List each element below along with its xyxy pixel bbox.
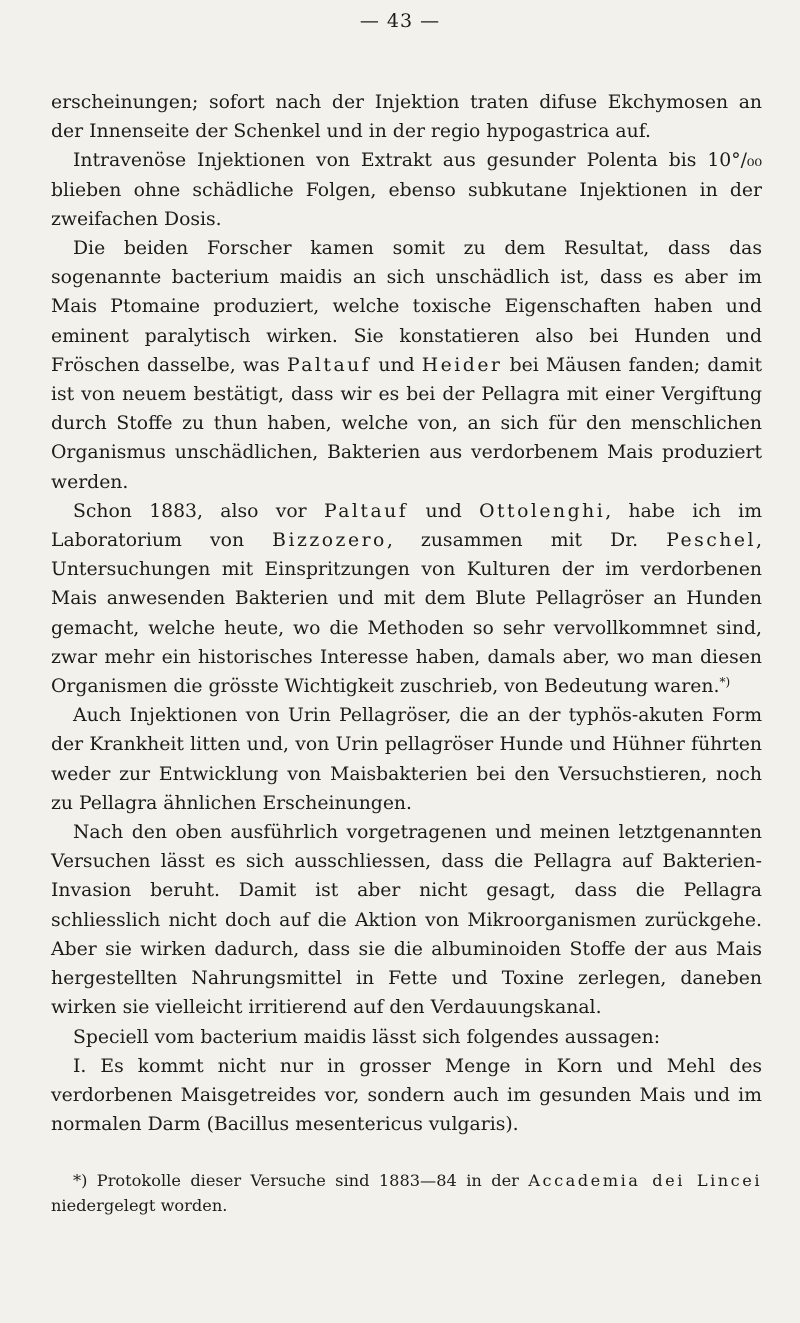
text-run: I. Es kommt nicht nur in grosser Menge in Korn und Mehl des verdorbenen Maisgetreides vor, sondern auch im gesunden Mais und im normalen Darm (Bacillus mesentericus vulgaris). <box>51 1055 762 1136</box>
text-run: und <box>408 500 480 522</box>
spaced-name: Heider <box>421 354 503 376</box>
text-run: Intravenöse Injektionen von Extrakt aus gesunder Polenta bis 10°/₀₀ blieben ohne schädliche Folgen, ebenso subkutane Injektionen in der zweifachen Dosis. <box>51 150 762 230</box>
paragraph <box>51 701 762 818</box>
paragraph <box>51 1023 762 1052</box>
text-run: Auch Injektionen von Urin Pellagröser, die an der typhös-akuten Form der Krankheit litten und, von Urin pellagröser Hunde und Hühner führten weder zur Entwicklung von Maisbakterien bei den Versuchstieren, noch zu Pellagra ähnlichen Erscheinungen. <box>51 705 762 814</box>
spaced-name: Accademia dei Lincei <box>528 1171 762 1190</box>
text-run: , habe ich im Laboratorium von <box>51 500 763 552</box>
paragraph <box>51 146 762 234</box>
body-text <box>51 88 762 1139</box>
text-run: Speciell vom bacterium maidis lässt sich folgendes aussagen: <box>73 1026 661 1048</box>
spaced-name: Peschel <box>666 530 757 552</box>
text-run: Nach den oben ausführlich vorgetragenen und meinen letztgenannten Versuchen lässt es sich ausschliessen, dass die Pellagra auf Bakterien-Invasion beruht. Damit ist aber nicht gesagt, dass die Pellagra schliesslich nicht doch auf die Aktion von Mikroorganismen zurückgehe. Aber sie wirken dadurch, dass sie die albuminoiden Stoffe der aus Mais hergestellten Nahrungsmittel in Fette und Toxine zerlegen, daneben wirken sie vielleicht irritierend auf den Verdauungskanal. <box>51 822 762 1019</box>
text-run: und <box>371 354 422 376</box>
text-run: niedergelegt worden. <box>51 1196 228 1215</box>
spaced-name: Paltauf <box>323 500 409 522</box>
text-run: , zusammen mit Dr. <box>386 530 667 552</box>
paragraph <box>51 497 762 701</box>
paragraph <box>51 1052 762 1140</box>
spaced-name: Bizzozero <box>272 530 387 552</box>
paragraph <box>51 234 762 497</box>
spaced-name: Ottolenghi <box>479 500 606 522</box>
text-run: erscheinungen; sofort nach der Injektion traten difuse Ekchymosen an der Innenseite der Schenkel und in der regio hypogastrica auf. <box>51 92 762 143</box>
text-run: Die beiden Forscher kamen somit zu dem Resultat, dass das sogenannte bacterium maidis an sich unschädlich ist, dass es aber im Mais Ptomaine produziert, welche toxische Eigenschaften haben und eminent paralytisch wirken. Sie konstatieren also bei Hunden und Fröschen dasselbe, was <box>51 238 762 376</box>
paragraph <box>51 88 762 146</box>
text-run: *) Protokolle dieser Versuche sind 1883—84 in der <box>73 1171 529 1190</box>
text-run: Schon 1883, also vor <box>73 500 324 522</box>
footnote <box>51 1168 762 1218</box>
paragraph <box>51 818 762 1022</box>
footnote-reference: *) <box>719 675 731 690</box>
page-number: — 43 — <box>359 10 441 32</box>
spaced-name: Paltauf <box>286 354 372 376</box>
text-run: bei Mäusen fanden; damit ist von neuem bestätigt, dass wir es bei der Pellagra mit einer Vergiftung durch Stoffe zu thun haben, welche von, an sich für den menschlichen Organismus unschädlichen, Bakterien aus verdorbenem Mais produziert werden. <box>51 354 763 493</box>
text-run: , Untersuchungen mit Einspritzungen von Kulturen der im verdorbenen Mais anwesenden Bakterien und mit dem Blute Pellagröser an Hunden gemacht, welche heute, wo die Methoden so sehr vervollkommnet sind, zwar mehr ein historisches Interesse haben, damals aber, wo man diesen Organismen die grösste Wichtigkeit zuschrieb, von Bedeutung waren. <box>51 530 763 698</box>
